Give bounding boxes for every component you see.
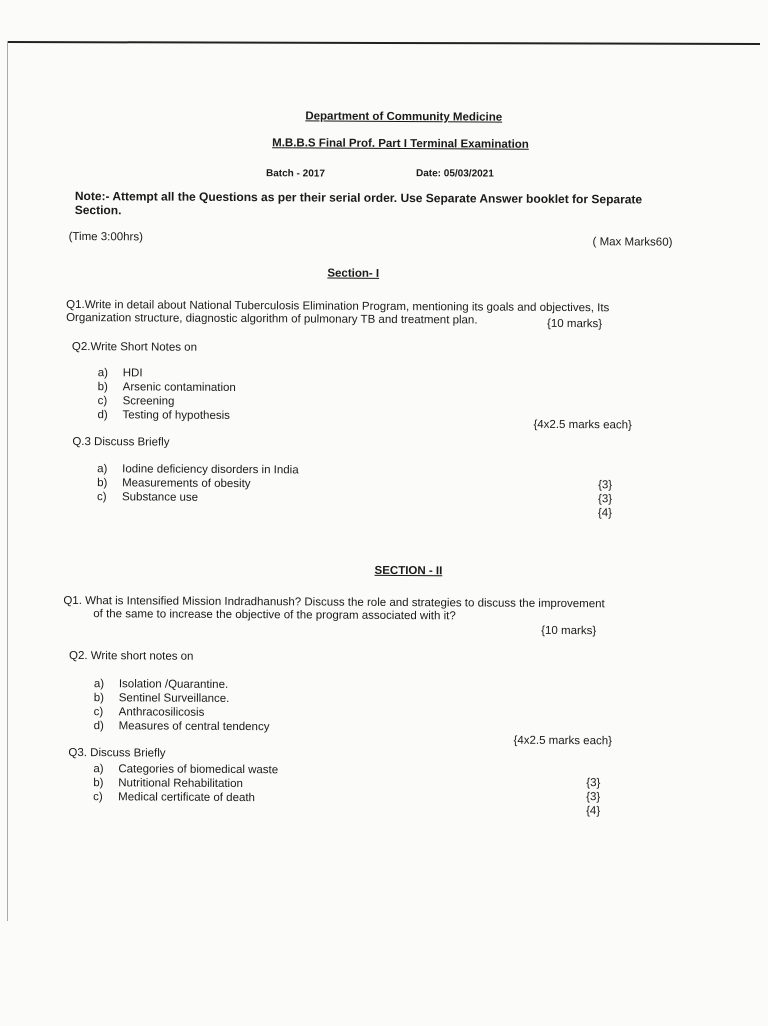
list-item: d) Measures of central tendency — [93, 720, 270, 734]
note-line-2: Section. — [74, 203, 122, 218]
mark-value: {4} — [597, 507, 613, 520]
list-item: a) Isolation /Quarantine. — [93, 678, 229, 691]
s1-q3-list — [97, 462, 299, 505]
s2-q1-line-1: Q1. What is Intensified Mission Indradhanush? Discuss the role and strategies to discuss the improvement — [63, 594, 605, 611]
section-1-q1 — [66, 298, 610, 331]
s1-q3-title: Q.3 Discuss Briefly — [72, 435, 170, 449]
mark-value: {3} — [586, 791, 601, 804]
list-item: a) Iodine deficiency disorders in India — [97, 463, 299, 477]
s2-q1-marks: {10 marks} — [541, 624, 597, 638]
max-marks: ( Max Marks60) — [592, 236, 673, 249]
s2-q3-list — [93, 762, 278, 805]
list-item: b) Measurements of obesity — [97, 477, 251, 491]
batch-label: Batch - 2017 — [265, 168, 325, 180]
s1-q1-line-1: Q1.Write in detail about National Tuberculosis Elimination Program, mentioning its goals and objectives, Its — [66, 298, 610, 315]
list-item: c) Screening — [97, 395, 175, 408]
mark-value: {3} — [586, 777, 601, 790]
s2-q2-list — [94, 677, 270, 734]
list-item: a) HDI — [97, 367, 143, 380]
s2-q3-title: Q3. Discuss Briefly — [68, 746, 166, 760]
list-item: d) Testing of hypothesis — [97, 409, 230, 422]
s2-q1-line-2: of the same to increase the objective of the program associated with it? — [93, 608, 456, 623]
s1-q2-title: Q2.Write Short Notes on — [71, 340, 198, 354]
exam-date: Date: 05/03/2021 — [415, 168, 494, 180]
list-item: b) Nutritional Rehabilitation — [93, 777, 243, 791]
s2-q2-title: Q2. Write short notes on — [69, 649, 194, 663]
note-line-1: Note:- Attempt all the Questions as per their serial order. Use Separate Answer booklet for Separate — [74, 189, 643, 207]
list-item: c) Medical certificate of death — [93, 791, 256, 805]
s1-q2-list — [97, 366, 235, 423]
mark-value: {3} — [598, 479, 613, 492]
s1-q3-marks — [598, 478, 612, 520]
list-item: b) Arsenic contamination — [97, 381, 236, 394]
s1-q1-marks: {10 marks} — [547, 317, 603, 331]
list-item: a) Categories of biomedical waste — [93, 763, 279, 777]
note-instruction — [75, 189, 642, 220]
s2-q2-marks: {4x2.5 marks each} — [513, 734, 613, 748]
department-title: Department of Community Medicine — [305, 110, 503, 124]
section-1-title: Section- I — [327, 267, 380, 280]
mark-value: {3} — [597, 493, 613, 506]
s1-q1-line-2: Organization structure, diagnostic algorithm of pulmonary TB and treatment plan. — [66, 311, 478, 327]
s1-q2-marks: {4x2.5 marks each} — [533, 418, 632, 432]
mark-value: {4} — [586, 805, 601, 818]
exam-title: M.B.B.S Final Prof. Part I Terminal Examination — [272, 137, 529, 151]
list-item: b) Sentinel Surveillance. — [93, 692, 230, 705]
exam-time: (Time 3:00hrs) — [68, 230, 143, 244]
section-2-title: SECTION - II — [374, 564, 443, 578]
s2-q3-marks — [586, 776, 600, 818]
list-item: c) Anthracosilicosis — [93, 706, 205, 719]
section-2-q1 — [63, 595, 605, 624]
list-item: c) Substance use — [96, 491, 199, 504]
